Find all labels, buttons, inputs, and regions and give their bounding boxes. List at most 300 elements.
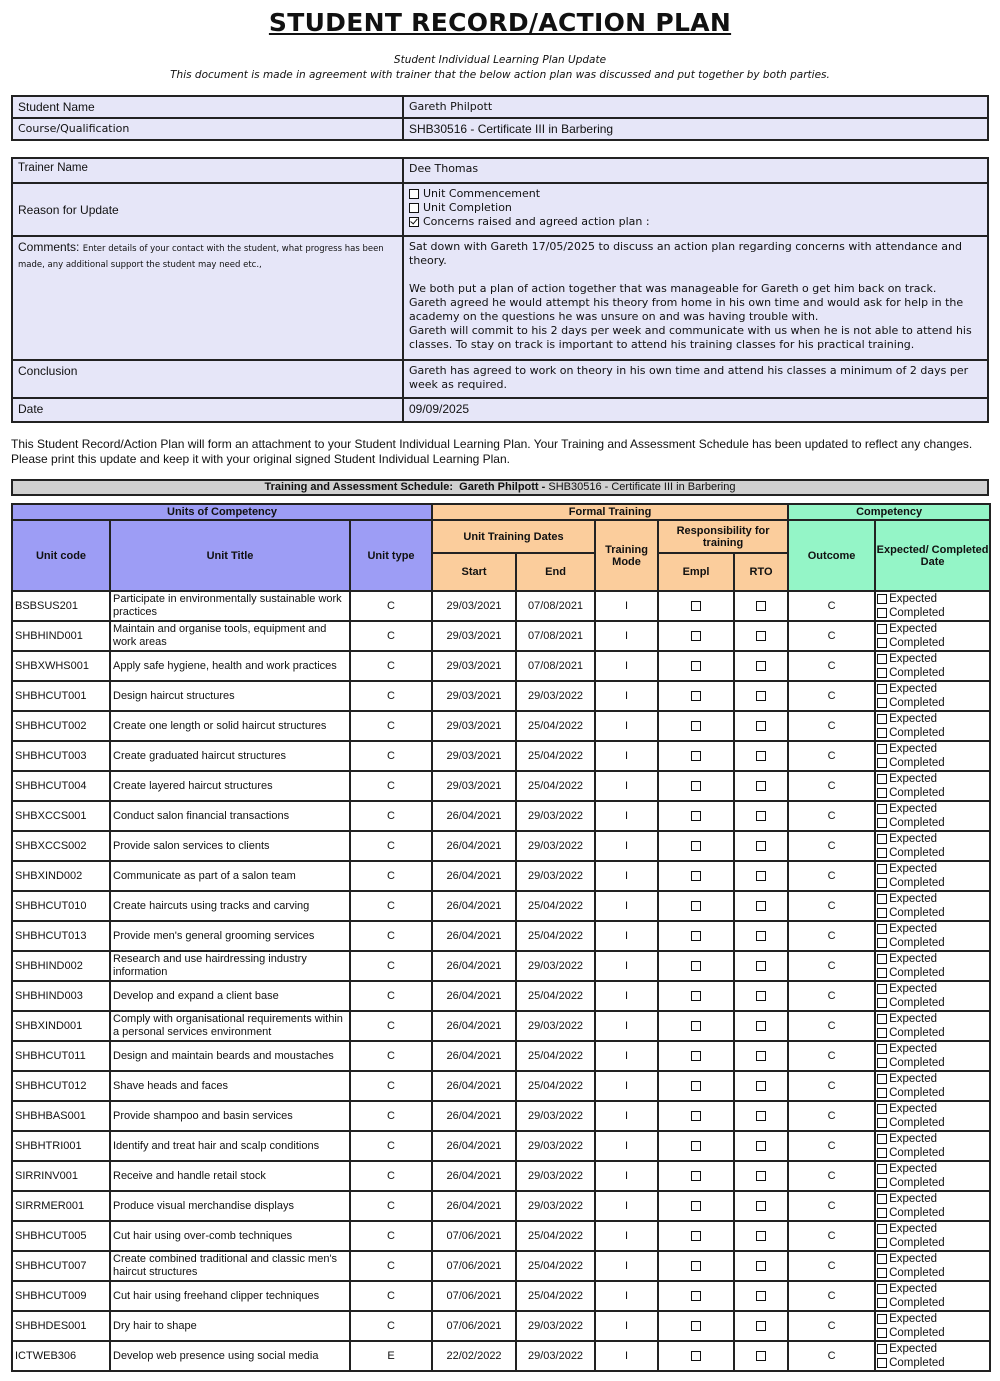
unit-code: SHBXIND001 bbox=[12, 1011, 110, 1041]
empl-checkbox-icon[interactable] bbox=[691, 631, 701, 641]
rto-checkbox-cell bbox=[734, 1071, 788, 1101]
expected-label: Expected bbox=[889, 1283, 938, 1295]
rto-checkbox-cell bbox=[734, 1131, 788, 1161]
rto-checkbox-icon[interactable] bbox=[756, 841, 766, 851]
checkbox-icon[interactable] bbox=[877, 1238, 887, 1248]
expected-option[interactable] bbox=[877, 772, 989, 786]
completed-option[interactable] bbox=[877, 786, 989, 800]
checkbox-icon[interactable] bbox=[877, 864, 887, 874]
table-row bbox=[12, 1341, 990, 1371]
checkbox-icon[interactable] bbox=[877, 1044, 887, 1054]
rto-checkbox-cell bbox=[734, 801, 788, 831]
checkbox-icon[interactable] bbox=[877, 998, 887, 1008]
completed-option[interactable] bbox=[877, 696, 989, 710]
expected-completed-cell bbox=[875, 921, 990, 951]
end-date: 25/04/2022 bbox=[516, 741, 595, 771]
unit-type: C bbox=[350, 591, 432, 621]
checkbox-icon[interactable] bbox=[877, 834, 887, 844]
start-date: 26/04/2021 bbox=[432, 1131, 516, 1161]
completed-option[interactable] bbox=[877, 816, 989, 830]
training-mode: I bbox=[595, 1011, 658, 1041]
table-row bbox=[12, 1071, 990, 1101]
rto-checkbox-icon[interactable] bbox=[756, 901, 766, 911]
checkbox-icon[interactable] bbox=[877, 758, 887, 768]
reason-option-concerns[interactable] bbox=[409, 215, 982, 229]
completed-option[interactable] bbox=[877, 756, 989, 770]
rto-checkbox-icon[interactable] bbox=[756, 691, 766, 701]
empl-checkbox-icon[interactable] bbox=[691, 961, 701, 971]
completed-option[interactable] bbox=[877, 636, 989, 650]
expected-option[interactable] bbox=[877, 1252, 989, 1266]
checkbox-icon[interactable] bbox=[877, 788, 887, 798]
empl-checkbox-icon[interactable] bbox=[691, 661, 701, 671]
unit-title: Cut hair using freehand clipper techniques bbox=[110, 1281, 350, 1311]
rto-checkbox-icon[interactable] bbox=[756, 1051, 766, 1061]
comments-label-cell bbox=[12, 236, 403, 360]
expected-label: Expected bbox=[889, 1043, 938, 1055]
col-header-training-mode: Training Mode bbox=[595, 520, 658, 591]
col-header-responsibility: Responsibility for training bbox=[658, 520, 788, 553]
expected-option[interactable] bbox=[877, 952, 989, 966]
empl-checkbox-icon[interactable] bbox=[691, 1081, 701, 1091]
rto-checkbox-icon[interactable] bbox=[756, 1111, 766, 1121]
checkbox-icon[interactable] bbox=[877, 684, 887, 694]
training-mode: I bbox=[595, 1191, 658, 1221]
unit-code: SHBHDES001 bbox=[12, 1311, 110, 1341]
reason-option-label: Unit Commencement bbox=[423, 187, 541, 200]
empl-checkbox-icon[interactable] bbox=[691, 811, 701, 821]
table-row bbox=[12, 1131, 990, 1161]
checkbox-icon[interactable] bbox=[877, 1104, 887, 1114]
expected-option[interactable] bbox=[877, 742, 989, 756]
expected-option[interactable] bbox=[877, 1132, 989, 1146]
unit-title: Develop web presence using social media bbox=[110, 1341, 350, 1371]
unit-code: ICTWEB306 bbox=[12, 1341, 110, 1371]
rto-checkbox-icon[interactable] bbox=[756, 721, 766, 731]
outcome: C bbox=[788, 1341, 875, 1371]
checkbox-icon[interactable] bbox=[877, 1014, 887, 1024]
rto-checkbox-cell bbox=[734, 831, 788, 861]
student-name-label: Student Name bbox=[12, 96, 403, 118]
completed-option[interactable] bbox=[877, 846, 989, 860]
unit-title: Create one length or solid haircut structures bbox=[110, 711, 350, 741]
unit-code: SHBHCUT002 bbox=[12, 711, 110, 741]
checkbox-icon[interactable] bbox=[877, 1164, 887, 1174]
completed-option[interactable] bbox=[877, 906, 989, 920]
checkbox-icon[interactable] bbox=[877, 1088, 887, 1098]
checkbox-icon[interactable] bbox=[877, 654, 887, 664]
expected-option[interactable] bbox=[877, 802, 989, 816]
completed-option[interactable] bbox=[877, 606, 989, 620]
expected-option[interactable] bbox=[877, 862, 989, 876]
start-date: 26/04/2021 bbox=[432, 1161, 516, 1191]
expected-option[interactable] bbox=[877, 652, 989, 666]
expected-option[interactable] bbox=[877, 1192, 989, 1206]
comments-value bbox=[403, 236, 988, 360]
checkbox-icon[interactable] bbox=[877, 848, 887, 858]
col-header-expected-completed: Expected/ Completed Date bbox=[875, 520, 990, 591]
expected-label: Expected bbox=[889, 1253, 938, 1265]
checkbox-icon[interactable] bbox=[409, 203, 419, 213]
completed-option[interactable] bbox=[877, 1296, 989, 1310]
checkbox-icon[interactable] bbox=[877, 1134, 887, 1144]
completed-label: Completed bbox=[889, 637, 945, 649]
completed-option[interactable] bbox=[877, 936, 989, 950]
completed-label: Completed bbox=[889, 1327, 945, 1339]
unit-type: C bbox=[350, 861, 432, 891]
rto-checkbox-icon[interactable] bbox=[756, 631, 766, 641]
checkbox-icon[interactable] bbox=[877, 1328, 887, 1338]
table-row bbox=[12, 801, 990, 831]
unit-type: C bbox=[350, 1011, 432, 1041]
rto-checkbox-icon[interactable] bbox=[756, 961, 766, 971]
expected-option[interactable] bbox=[877, 1072, 989, 1086]
empl-checkbox-icon[interactable] bbox=[691, 1111, 701, 1121]
rto-checkbox-icon[interactable] bbox=[756, 781, 766, 791]
expected-option[interactable] bbox=[877, 892, 989, 906]
empl-checkbox-cell bbox=[658, 771, 734, 801]
checkbox-icon[interactable] bbox=[877, 878, 887, 888]
unit-code: SHBXIND002 bbox=[12, 861, 110, 891]
completed-label: Completed bbox=[889, 847, 945, 859]
rto-checkbox-icon[interactable] bbox=[756, 1261, 766, 1271]
rto-checkbox-cell bbox=[734, 1281, 788, 1311]
rto-checkbox-icon[interactable] bbox=[756, 601, 766, 611]
empl-checkbox-icon[interactable] bbox=[691, 601, 701, 611]
expected-option[interactable] bbox=[877, 1342, 989, 1356]
unit-code: SHBHCUT010 bbox=[12, 891, 110, 921]
unit-type: C bbox=[350, 951, 432, 981]
outcome: C bbox=[788, 1041, 875, 1071]
training-mode: I bbox=[595, 981, 658, 1011]
completed-option[interactable] bbox=[877, 666, 989, 680]
col-header-outcome: Outcome bbox=[788, 520, 875, 591]
unit-code: SHBHCUT009 bbox=[12, 1281, 110, 1311]
subtitle-line-1: Student Individual Learning Plan Update bbox=[393, 54, 607, 66]
expected-label: Expected bbox=[889, 653, 938, 665]
empl-checkbox-icon[interactable] bbox=[691, 991, 701, 1001]
empl-checkbox-icon[interactable] bbox=[691, 841, 701, 851]
unit-type: C bbox=[350, 831, 432, 861]
checkbox-icon[interactable] bbox=[877, 894, 887, 904]
completed-label: Completed bbox=[889, 757, 945, 769]
checkbox-icon[interactable] bbox=[877, 1178, 887, 1188]
completed-option[interactable] bbox=[877, 1356, 989, 1370]
unit-title: Create layered haircut structures bbox=[110, 771, 350, 801]
table-row bbox=[12, 771, 990, 801]
checkbox-icon[interactable] bbox=[877, 1074, 887, 1084]
date-value: 09/09/2025 bbox=[403, 398, 988, 422]
empl-checkbox-cell bbox=[658, 1131, 734, 1161]
checkbox-icon[interactable] bbox=[877, 1058, 887, 1068]
end-date: 29/03/2022 bbox=[516, 681, 595, 711]
table-row bbox=[12, 621, 990, 651]
checkbox-icon[interactable] bbox=[877, 714, 887, 724]
reason-option-commencement[interactable] bbox=[409, 187, 982, 201]
rto-checkbox-cell bbox=[734, 1011, 788, 1041]
empl-checkbox-icon[interactable] bbox=[691, 1321, 701, 1331]
unit-code: SHBHBAS001 bbox=[12, 1101, 110, 1131]
expected-option[interactable] bbox=[877, 1162, 989, 1176]
checkbox-icon[interactable] bbox=[877, 954, 887, 964]
empl-checkbox-icon[interactable] bbox=[691, 1171, 701, 1181]
checkbox-icon[interactable] bbox=[877, 1148, 887, 1158]
rto-checkbox-icon[interactable] bbox=[756, 811, 766, 821]
checkbox-icon[interactable] bbox=[877, 1254, 887, 1264]
empl-checkbox-icon[interactable] bbox=[691, 691, 701, 701]
checkbox-icon[interactable] bbox=[877, 1208, 887, 1218]
comments-hint: Enter details of your contact with the student, what progress has been made, any additional support the student may need etc., bbox=[18, 244, 384, 270]
checkbox-icon[interactable] bbox=[877, 1268, 887, 1278]
empl-checkbox-icon[interactable] bbox=[691, 1261, 701, 1271]
empl-checkbox-cell bbox=[658, 1311, 734, 1341]
expected-option[interactable] bbox=[877, 1012, 989, 1026]
reason-option-completion[interactable] bbox=[409, 201, 982, 215]
rto-checkbox-icon[interactable] bbox=[756, 1021, 766, 1031]
empl-checkbox-icon[interactable] bbox=[691, 1351, 701, 1361]
rto-checkbox-icon[interactable] bbox=[756, 751, 766, 761]
expected-label: Expected bbox=[889, 623, 938, 635]
expected-option[interactable] bbox=[877, 1102, 989, 1116]
expected-option[interactable] bbox=[877, 832, 989, 846]
conclusion-value: Gareth has agreed to work on theory in his own time and attend his classes a minimum of 2 days per week as required. bbox=[403, 360, 988, 398]
checkbox-icon[interactable] bbox=[877, 1194, 887, 1204]
expected-option[interactable] bbox=[877, 982, 989, 996]
empl-checkbox-icon[interactable] bbox=[691, 871, 701, 881]
empl-checkbox-icon[interactable] bbox=[691, 1201, 701, 1211]
expected-option[interactable] bbox=[877, 1282, 989, 1296]
empl-checkbox-cell bbox=[658, 951, 734, 981]
unit-title: Identify and treat hair and scalp conditions bbox=[110, 1131, 350, 1161]
training-mode: I bbox=[595, 1131, 658, 1161]
rto-checkbox-icon[interactable] bbox=[756, 661, 766, 671]
empl-checkbox-icon[interactable] bbox=[691, 781, 701, 791]
completed-option[interactable] bbox=[877, 1146, 989, 1160]
table-row bbox=[12, 741, 990, 771]
checkbox-icon[interactable] bbox=[877, 1028, 887, 1038]
start-date: 29/03/2021 bbox=[432, 621, 516, 651]
checkbox-icon[interactable] bbox=[877, 1314, 887, 1324]
comments-paragraph-2: We both put a plan of action together that was manageable for Gareth o get him back on track. bbox=[409, 282, 937, 295]
unit-type: C bbox=[350, 1311, 432, 1341]
checkbox-icon[interactable] bbox=[877, 1118, 887, 1128]
unit-title: Provide men's general grooming services bbox=[110, 921, 350, 951]
checkbox-icon[interactable] bbox=[877, 1358, 887, 1368]
checkbox-icon[interactable] bbox=[877, 698, 887, 708]
outcome: C bbox=[788, 681, 875, 711]
table-row bbox=[12, 921, 990, 951]
empl-checkbox-cell bbox=[658, 891, 734, 921]
unit-code: SHBXCCS001 bbox=[12, 801, 110, 831]
unit-title: Participate in environmentally sustainable work practices bbox=[110, 591, 350, 621]
empl-checkbox-icon[interactable] bbox=[691, 1231, 701, 1241]
checkbox-icon[interactable] bbox=[877, 968, 887, 978]
expected-option[interactable] bbox=[877, 1042, 989, 1056]
expected-option[interactable] bbox=[877, 1222, 989, 1236]
rto-checkbox-icon[interactable] bbox=[756, 931, 766, 941]
expected-option[interactable] bbox=[877, 682, 989, 696]
end-date: 29/03/2022 bbox=[516, 831, 595, 861]
checkbox-icon[interactable] bbox=[877, 804, 887, 814]
end-date: 07/08/2021 bbox=[516, 621, 595, 651]
unit-title: Create combined traditional and classic men's haircut structures bbox=[110, 1251, 350, 1281]
expected-label: Expected bbox=[889, 893, 938, 905]
expected-label: Expected bbox=[889, 953, 938, 965]
checked-checkbox-icon[interactable] bbox=[409, 217, 419, 227]
completed-option[interactable] bbox=[877, 1326, 989, 1340]
completed-option[interactable] bbox=[877, 1176, 989, 1190]
empl-checkbox-icon[interactable] bbox=[691, 751, 701, 761]
training-mode: I bbox=[595, 771, 658, 801]
expected-label: Expected bbox=[889, 713, 938, 725]
end-date: 25/04/2022 bbox=[516, 1221, 595, 1251]
checkbox-icon[interactable] bbox=[877, 638, 887, 648]
rto-checkbox-icon[interactable] bbox=[756, 1321, 766, 1331]
checkbox-icon[interactable] bbox=[877, 984, 887, 994]
outcome: C bbox=[788, 1131, 875, 1161]
training-mode: I bbox=[595, 891, 658, 921]
expected-option[interactable] bbox=[877, 592, 989, 606]
empl-checkbox-icon[interactable] bbox=[691, 1291, 701, 1301]
completed-option[interactable] bbox=[877, 996, 989, 1010]
start-date: 07/06/2021 bbox=[432, 1311, 516, 1341]
checkbox-icon[interactable] bbox=[877, 1298, 887, 1308]
expected-completed-cell bbox=[875, 771, 990, 801]
completed-option[interactable] bbox=[877, 1116, 989, 1130]
completed-label: Completed bbox=[889, 1267, 945, 1279]
checkbox-icon[interactable] bbox=[877, 924, 887, 934]
expected-option[interactable] bbox=[877, 712, 989, 726]
unit-title: Shave heads and faces bbox=[110, 1071, 350, 1101]
empl-checkbox-cell bbox=[658, 1281, 734, 1311]
rto-checkbox-icon[interactable] bbox=[756, 871, 766, 881]
rto-checkbox-icon[interactable] bbox=[756, 1351, 766, 1361]
expected-label: Expected bbox=[889, 1313, 938, 1325]
completed-option[interactable] bbox=[877, 1026, 989, 1040]
completed-option[interactable] bbox=[877, 1086, 989, 1100]
empl-checkbox-icon[interactable] bbox=[691, 931, 701, 941]
unit-type: C bbox=[350, 771, 432, 801]
expected-option[interactable] bbox=[877, 1312, 989, 1326]
empl-checkbox-cell bbox=[658, 741, 734, 771]
rto-checkbox-icon[interactable] bbox=[756, 1231, 766, 1241]
empl-checkbox-cell bbox=[658, 921, 734, 951]
rto-checkbox-icon[interactable] bbox=[756, 1291, 766, 1301]
end-date: 25/04/2022 bbox=[516, 981, 595, 1011]
start-date: 26/04/2021 bbox=[432, 1041, 516, 1071]
checkbox-icon[interactable] bbox=[877, 908, 887, 918]
checkbox-icon[interactable] bbox=[877, 608, 887, 618]
empl-checkbox-icon[interactable] bbox=[691, 1141, 701, 1151]
empl-checkbox-cell bbox=[658, 1101, 734, 1131]
completed-option[interactable] bbox=[877, 1206, 989, 1220]
expected-option[interactable] bbox=[877, 922, 989, 936]
completed-option[interactable] bbox=[877, 726, 989, 740]
checkbox-icon[interactable] bbox=[877, 1284, 887, 1294]
unit-type: E bbox=[350, 1341, 432, 1371]
expected-completed-cell bbox=[875, 1101, 990, 1131]
unit-code: SHBHCUT005 bbox=[12, 1221, 110, 1251]
outcome: C bbox=[788, 711, 875, 741]
expected-completed-cell bbox=[875, 651, 990, 681]
rto-checkbox-cell bbox=[734, 1311, 788, 1341]
expected-completed-cell bbox=[875, 681, 990, 711]
rto-checkbox-icon[interactable] bbox=[756, 1201, 766, 1211]
completed-option[interactable] bbox=[877, 876, 989, 890]
checkbox-icon[interactable] bbox=[877, 818, 887, 828]
expected-completed-cell bbox=[875, 951, 990, 981]
empl-checkbox-cell bbox=[658, 1221, 734, 1251]
checkbox-icon[interactable] bbox=[877, 1224, 887, 1234]
student-info-table bbox=[11, 95, 989, 141]
empl-checkbox-cell bbox=[658, 711, 734, 741]
expected-completed-cell bbox=[875, 1041, 990, 1071]
outcome: C bbox=[788, 861, 875, 891]
checkbox-icon[interactable] bbox=[877, 1344, 887, 1354]
rto-checkbox-icon[interactable] bbox=[756, 1141, 766, 1151]
expected-completed-cell bbox=[875, 1071, 990, 1101]
checkbox-icon[interactable] bbox=[877, 624, 887, 634]
end-date: 25/04/2022 bbox=[516, 921, 595, 951]
checkbox-icon[interactable] bbox=[409, 189, 419, 199]
completed-option[interactable] bbox=[877, 1236, 989, 1250]
checkbox-icon[interactable] bbox=[877, 744, 887, 754]
table-row bbox=[12, 1041, 990, 1071]
completed-option[interactable] bbox=[877, 1266, 989, 1280]
completed-label: Completed bbox=[889, 937, 945, 949]
end-date: 25/04/2022 bbox=[516, 1251, 595, 1281]
empl-checkbox-cell bbox=[658, 1191, 734, 1221]
rto-checkbox-cell bbox=[734, 681, 788, 711]
col-header-unit-code: Unit code bbox=[12, 520, 110, 591]
unit-code: SHBHIND003 bbox=[12, 981, 110, 1011]
checkbox-icon[interactable] bbox=[877, 774, 887, 784]
checkbox-icon[interactable] bbox=[877, 728, 887, 738]
rto-checkbox-icon[interactable] bbox=[756, 991, 766, 1001]
start-date: 07/06/2021 bbox=[432, 1251, 516, 1281]
unit-type: C bbox=[350, 741, 432, 771]
empl-checkbox-cell bbox=[658, 1161, 734, 1191]
empl-checkbox-icon[interactable] bbox=[691, 901, 701, 911]
empl-checkbox-cell bbox=[658, 831, 734, 861]
training-mode: I bbox=[595, 831, 658, 861]
checkbox-icon[interactable] bbox=[877, 668, 887, 678]
col-header-unit-title: Unit Title bbox=[110, 520, 350, 591]
rto-checkbox-icon[interactable] bbox=[756, 1081, 766, 1091]
expected-label: Expected bbox=[889, 833, 938, 845]
rto-checkbox-icon[interactable] bbox=[756, 1171, 766, 1181]
reason-option-label: Unit Completion bbox=[423, 201, 512, 214]
expected-completed-cell bbox=[875, 591, 990, 621]
expected-option[interactable] bbox=[877, 622, 989, 636]
completed-option[interactable] bbox=[877, 966, 989, 980]
checkbox-icon[interactable] bbox=[877, 594, 887, 604]
empl-checkbox-icon[interactable] bbox=[691, 1051, 701, 1061]
empl-checkbox-icon[interactable] bbox=[691, 1021, 701, 1031]
completed-label: Completed bbox=[889, 1237, 945, 1249]
expected-label: Expected bbox=[889, 803, 938, 815]
start-date: 26/04/2021 bbox=[432, 891, 516, 921]
empl-checkbox-cell bbox=[658, 1341, 734, 1371]
schedule-bar-label: Training and Assessment Schedule: bbox=[264, 481, 454, 493]
empl-checkbox-icon[interactable] bbox=[691, 721, 701, 731]
rto-checkbox-cell bbox=[734, 1041, 788, 1071]
completed-option[interactable] bbox=[877, 1056, 989, 1070]
outcome: C bbox=[788, 1191, 875, 1221]
reason-option-label: Concerns raised and agreed action plan : bbox=[423, 215, 650, 228]
end-date: 07/08/2021 bbox=[516, 591, 595, 621]
checkbox-icon[interactable] bbox=[877, 938, 887, 948]
